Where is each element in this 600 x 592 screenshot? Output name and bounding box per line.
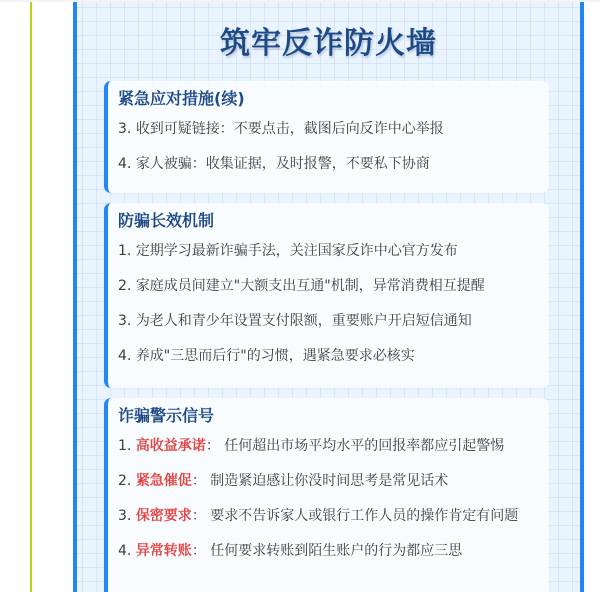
list-item [118,311,539,331]
section-heading: 诈骗警示信号 [118,406,215,425]
item-number: 1. [118,438,132,454]
poster-title: 筑牢反诈防火墙 [220,26,437,61]
list-item [118,506,539,526]
item-number: 1. [118,243,132,259]
item-text: ： 制造紧迫感让你没时间思考是常见话术 [191,473,449,489]
item-text: ： 任何要求转账到陌生账户的行为都应三思 [191,543,463,559]
warning-keyword: 异常转账 [135,543,192,559]
section-emergency-response-continued [104,81,549,193]
item-number: 2. [118,473,132,489]
item-text: 家庭成员间建立"大额支出互通"机制，异常消费相互提醒 [135,278,485,294]
item-number: 4. [118,543,132,559]
item-text: 收到可疑链接：不要点击，截图后向反诈中心举报 [135,121,444,137]
warning-keyword: 紧急催促 [135,473,192,489]
warning-keyword: 保密要求 [135,508,192,524]
list-item [118,119,539,139]
anti-fraud-poster [73,2,584,592]
section-heading: 防骗长效机制 [118,211,215,230]
section-fraud-warning-signs [104,398,549,592]
list-item [118,471,539,491]
item-text: ： 要求不告诉家人或银行工作人员的操作肯定有问题 [191,508,519,524]
list-item [118,436,539,456]
item-text: ： 任何超出市场平均水平的回报率都应引起警惕 [205,438,505,454]
list-item [118,276,539,296]
item-number: 2. [118,278,132,294]
item-text: 定期学习最新诈骗手法，关注国家反诈中心官方发布 [135,243,458,259]
item-number: 4. [118,156,132,172]
item-number: 4. [118,348,132,364]
section-long-term-mechanism [104,203,549,388]
item-number: 3. [118,508,132,524]
item-number: 3. [118,313,132,329]
list-item [118,241,539,261]
section-heading: 紧急应对措施(续) [118,89,245,108]
list-item [118,154,539,174]
item-text: 养成"三思而后行"的习惯，遇紧急要求必核实 [135,348,415,364]
item-number: 3. [118,121,132,137]
list-item [118,541,539,561]
guide-line [30,2,32,592]
item-text: 为老人和青少年设置支付限额，重要账户开启短信通知 [135,313,472,329]
warning-keyword: 高收益承诺 [135,438,206,454]
item-text: 家人被骗：收集证据，及时报警，不要私下协商 [135,156,430,172]
list-item [118,346,539,366]
